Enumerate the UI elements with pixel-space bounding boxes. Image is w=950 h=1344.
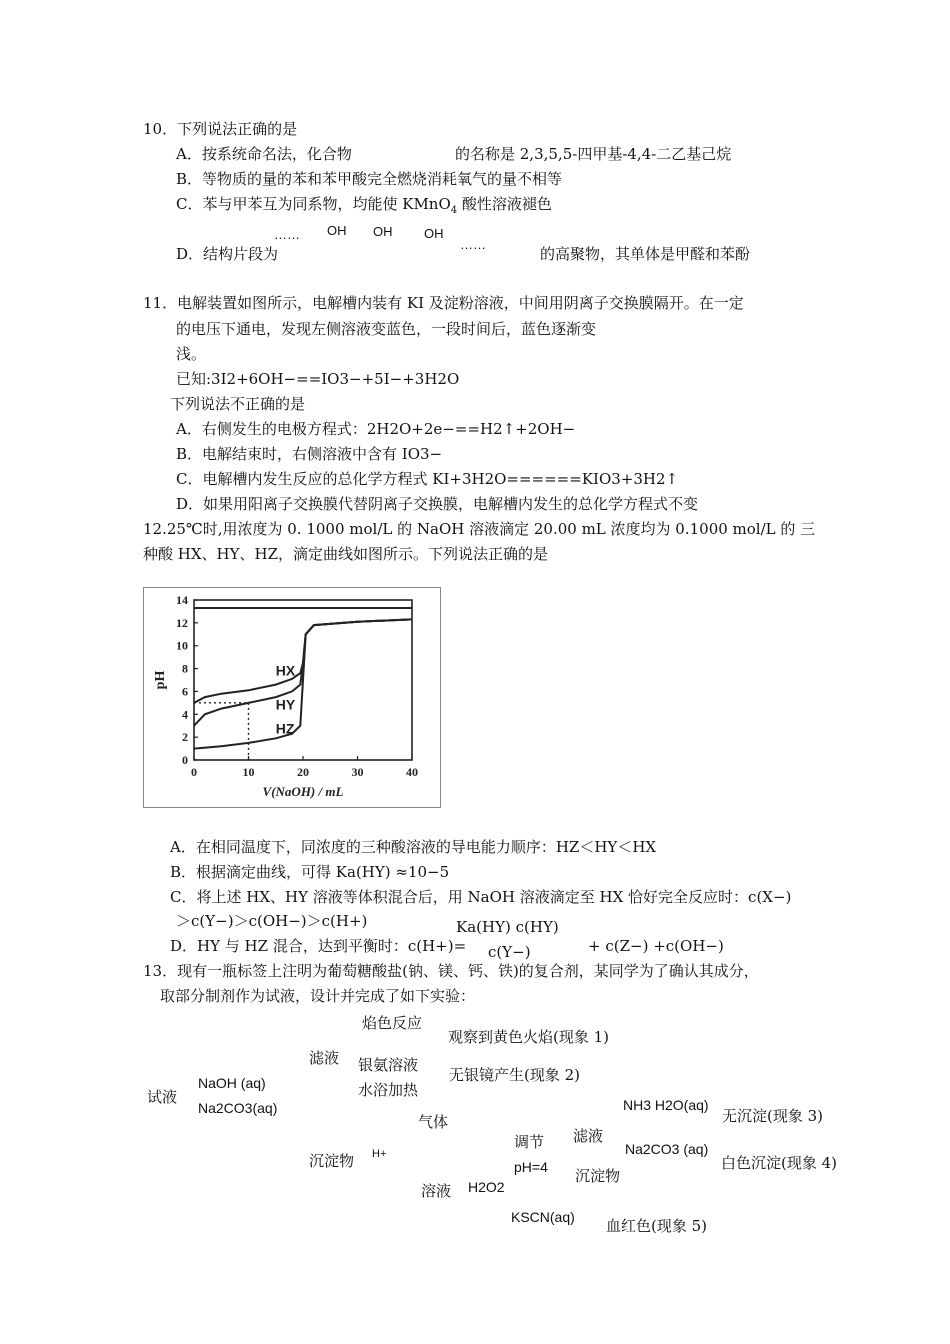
series-label-hy: HY	[275, 696, 296, 713]
y-tick-label: 14	[176, 593, 188, 607]
q11-option-a: A．右侧发生的电极方程式：2H2O+2e−==H2↑+2OH−	[176, 420, 576, 438]
titration-chart-svg	[144, 588, 440, 807]
q10-c-tail: 酸性溶液褪色	[457, 195, 552, 213]
q10-d-dots-right: ……	[460, 237, 486, 252]
x-tick-label: 40	[406, 765, 418, 779]
q11-ask: 下列说法不正确的是	[170, 395, 306, 413]
q12-option-a: A．在相同温度下，同浓度的三种酸溶液的导电能力顺序：HZ＜HY＜HX	[170, 838, 657, 856]
q10-option-a	[176, 145, 352, 163]
q11-known: 已知:3I2+6OH−==IO3−+5I−+3H2O	[176, 370, 460, 388]
q13-stem-1: 13．现有一瓶标签上注明为葡萄糖酸盐(钠、镁、钙、铁)的复合剂，某同学为了确认其成分，	[143, 962, 759, 980]
flow-flame: 焰色反应	[362, 1014, 423, 1032]
q10-a-left: A．按系统命名法，化合物	[176, 145, 352, 163]
titration-chart	[143, 587, 441, 808]
q12-stem-1: 12.25℃时,用浓度为 0. 1000 mol/L 的 NaOH 溶液滴定 20.00 mL 浓度均为 0.1000 mol/L 的 三	[143, 520, 816, 538]
q10-c-text: C．苯与甲苯互为同系物，均能使 KMnO	[176, 195, 451, 213]
y-tick-label: 12	[176, 615, 188, 630]
flow-filtrate-2: 滤液	[573, 1127, 604, 1145]
q12-option-d: D．HY 与 HZ 混合，达到平衡时：c(H+)=	[170, 937, 467, 955]
flow-precipitate-2: 沉淀物	[575, 1167, 621, 1185]
q11-stem-1: 11．电解装置如图所示，电解槽内装有 KI 及淀粉溶液，中间用阴离子交换膜隔开。在一定	[143, 294, 744, 312]
flow-reagent-naoh: NaOH (aq)	[198, 1075, 266, 1091]
y-tick-label: 8	[182, 661, 188, 676]
x-axis-label: V(NaOH) / mL	[262, 784, 344, 799]
q11-stem-3: 浅。	[176, 345, 207, 363]
q11-stem-2: 的电压下通电，发现左侧溶液变蓝色，一段时间后，蓝色逐渐变	[176, 320, 597, 338]
x-tick-label: 30	[351, 765, 364, 779]
q12-d-denominator: c(Y−)	[488, 943, 531, 961]
q10-c-sub: 4	[450, 205, 458, 216]
q12-option-c-1: C．将上述 HX、HY 溶液等体积混合后，用 NaOH 溶液滴定至 HX 恰好完全反应时：c(X−)	[170, 888, 792, 906]
flow-filtrate: 滤液	[309, 1049, 340, 1067]
flow-obs4: 白色沉淀(现象 4)	[721, 1154, 838, 1172]
flow-precipitate: 沉淀物	[309, 1152, 355, 1170]
flow-solution: 溶液	[421, 1182, 452, 1200]
q12-d-numerator: Ka(HY) c(HY)	[456, 918, 559, 936]
q12-option-b: B．根据滴定曲线，可得 Ka(HY) ≈10−5	[170, 863, 450, 881]
series-label-hz: HZ	[275, 720, 295, 737]
q10-d-right: 的高聚物，其单体是甲醛和苯酚	[540, 245, 751, 263]
q10-d-oh1: OH	[327, 223, 347, 238]
q12-d-tail: + c(Z−) +c(OH−)	[588, 937, 724, 955]
x-tick-label: 10	[242, 765, 255, 779]
q11-option-c: C．电解槽内发生反应的总化学方程式 KI+3H2O======KIO3+3H2↑	[176, 470, 679, 488]
flow-gas: 气体	[418, 1113, 449, 1131]
flow-adjust-1: 调节	[514, 1133, 545, 1151]
q10-stem: 10．下列说法正确的是	[143, 120, 298, 138]
q10-option-b: B．等物质的量的苯和苯甲酸完全燃烧消耗氧气的量不相等	[176, 170, 563, 188]
q11-option-b: B．电解结束时，右侧溶液中含有 IO3−	[176, 445, 443, 463]
flow-reagent-na2co3: Na2CO3(aq)	[198, 1100, 278, 1116]
q10-d-oh2: OH	[373, 224, 393, 239]
flow-obs1: 观察到黄色火焰(现象 1)	[448, 1028, 610, 1046]
x-tick-label: 20	[297, 765, 309, 779]
flow-silver-2: 水浴加热	[358, 1081, 419, 1099]
flow-acid: H+	[372, 1148, 387, 1160]
q10-d-oh3: OH	[424, 226, 444, 241]
y-tick-label: 2	[182, 730, 188, 745]
flow-adjust-2: pH=4	[514, 1159, 548, 1175]
q10-a-right: 的名称是 2,3,5,5-四甲基-4,4-二乙基己烷	[455, 145, 732, 163]
flow-nh3: NH3 H2O(aq)	[623, 1097, 709, 1113]
x-tick-label: 0	[191, 765, 197, 779]
flow-silver-1: 银氨溶液	[358, 1056, 419, 1074]
curve-hz	[194, 619, 412, 748]
flow-sample: 试液	[147, 1088, 178, 1106]
y-tick-label: 4	[182, 707, 188, 722]
q10-option-c	[176, 195, 552, 220]
flow-obs3: 无沉淀(现象 3)	[722, 1107, 824, 1125]
flow-obs2: 无银镜产生(现象 2)	[449, 1066, 581, 1084]
flow-obs5: 血红色(现象 5)	[606, 1217, 708, 1235]
y-tick-label: 6	[182, 684, 188, 699]
q13-stem-2: 取部分制剂作为试液，设计并完成了如下实验：	[160, 987, 476, 1005]
flow-h2o2: H2O2	[468, 1179, 505, 1195]
flow-kscn: KSCN(aq)	[511, 1209, 575, 1225]
q10-option-d: D．结构片段为	[176, 245, 279, 263]
y-tick-label: 10	[176, 638, 188, 653]
q10-d-dots-left: ……	[274, 227, 300, 242]
series-label-hx: HX	[275, 662, 296, 679]
q12-stem-2: 种酸 HX、HY、HZ，滴定曲线如图所示。下列说法正确的是	[143, 545, 549, 563]
flow-na2co3: Na2CO3 (aq)	[625, 1141, 709, 1157]
q12-option-c-2: ＞c(Y−)＞c(OH−)＞c(H+)	[176, 912, 368, 930]
y-axis-label: pH	[153, 670, 168, 690]
q11-option-d: D．如果用阳离子交换膜代替阴离子交换膜，电解槽内发生的总化学方程式不变	[176, 495, 699, 513]
y-tick-label: 0	[182, 753, 188, 767]
